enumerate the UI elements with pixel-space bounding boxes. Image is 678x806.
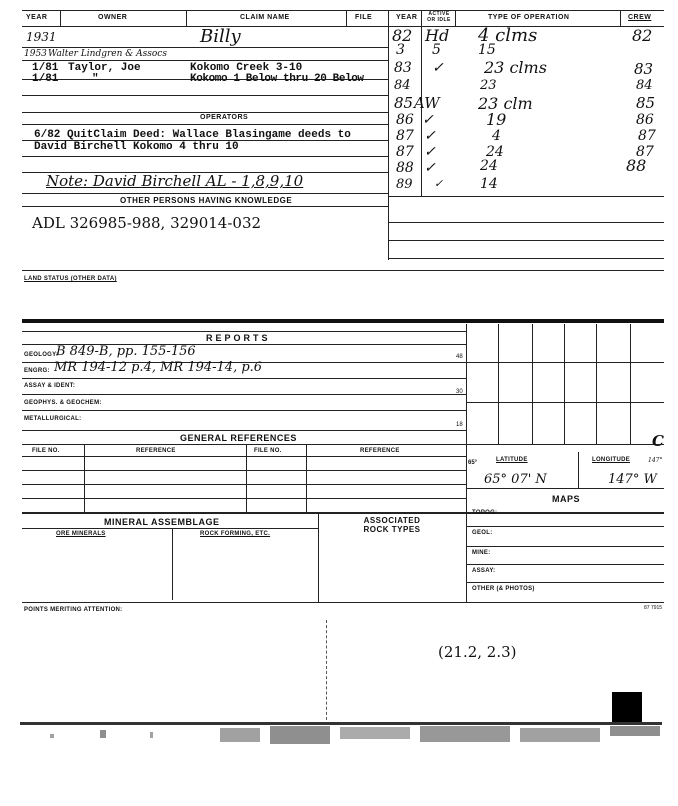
divider (455, 10, 456, 26)
references-bottom-line (22, 512, 664, 514)
form-number: 87 7915 (644, 605, 663, 611)
row-line (22, 156, 388, 157)
activity-type: 24 (480, 158, 498, 174)
maps-mine-label: MINE: (472, 550, 491, 556)
activity-crew: 87 (638, 128, 656, 144)
assay-label: ASSAY & IDENT: (24, 383, 76, 389)
divider (60, 10, 61, 26)
engrg-label: ENGRG: (24, 368, 50, 374)
references-line (22, 456, 466, 457)
geology-value: B 849-B, pp. 155-156 (56, 344, 196, 359)
latitude-value: 65° 07' N (484, 472, 547, 487)
claim-name: Kokomo 1 Below thru 20 Below (190, 73, 364, 85)
scan-noise (20, 724, 670, 764)
maps-line (466, 546, 664, 547)
activity-active: ✓ (422, 112, 434, 128)
references-column (84, 444, 85, 512)
longitude-label: LONGITUDE (592, 457, 631, 463)
grid-corner-letter: C (652, 432, 664, 450)
owner-year: 1953 (24, 49, 47, 59)
row-line (388, 240, 664, 241)
owner-name: Walter Lindgren & Assocs (48, 49, 167, 59)
activity-crew: 82 (632, 26, 653, 45)
latitude-label: LATITUDE (496, 457, 528, 463)
operators-text-line-2: David Birchell Kokomo 4 thru 10 (34, 141, 239, 153)
metallurgical-number: 18 (456, 422, 463, 428)
activity-year: 3 (396, 42, 405, 58)
mineral-column (318, 512, 319, 602)
row-line (388, 222, 664, 223)
activity-active: AW (414, 94, 440, 112)
references-line (22, 498, 466, 499)
row-line (22, 140, 388, 141)
grid-column (498, 324, 499, 444)
claim-name: Billy (200, 26, 241, 47)
maps-other-label: OTHER (& PHOTOS) (472, 586, 535, 592)
row-line (22, 112, 388, 113)
grid-column (630, 324, 631, 444)
assay-number: 30 (456, 389, 463, 395)
note-handwritten: Note: David Birchell AL - 1,8,9,10 (46, 172, 304, 190)
reports-line (22, 410, 466, 411)
other-persons-label: OTHER PERSONS HAVING KNOWLEDGE (120, 196, 293, 205)
references-line (22, 444, 466, 445)
header-file: FILE (355, 14, 373, 21)
points-line (22, 602, 664, 603)
maps-title: MAPS (552, 494, 581, 504)
references-line (22, 470, 466, 471)
activity-year: 87 (396, 128, 414, 144)
references-line (22, 484, 466, 485)
activity-active: ✓ (424, 128, 436, 144)
mineral-line (22, 528, 318, 529)
divider (346, 10, 347, 26)
thick-separator (22, 319, 664, 323)
maps-line (466, 526, 664, 527)
metallurgical-label: METALLURGICAL: (24, 416, 82, 422)
top-border (22, 10, 664, 11)
degree-prefix: 65° (468, 460, 478, 466)
maps-topog-label: TOPOG: (472, 510, 498, 516)
ref-file-no-header: FILE NO. (32, 448, 60, 454)
activity-year: 86 (396, 112, 414, 128)
activity-year: 83 (394, 60, 412, 76)
header-claim-name: CLAIM NAME (240, 14, 290, 21)
geology-label: GEOLOGY: (24, 352, 59, 358)
ref-reference-header-2: REFERENCE (360, 448, 400, 454)
mineral-column (172, 528, 173, 600)
activity-crew: 85 (636, 94, 656, 112)
activity-type: 23 (480, 78, 497, 93)
divider (186, 10, 187, 26)
activity-type: 24 (486, 144, 504, 160)
activity-crew: 87 (636, 144, 654, 160)
header-type-of-operation: TYPE OF OPERATION (488, 14, 570, 21)
row-line (22, 47, 388, 48)
row-line (22, 60, 388, 61)
points-meriting-attention-label: POINTS MERITING ATTENTION: (24, 607, 123, 613)
header-owner: OWNER (98, 14, 128, 21)
activity-crew: 83 (634, 60, 654, 78)
row-line (22, 124, 388, 125)
fold-mark (326, 620, 327, 720)
ref-reference-header: REFERENCE (136, 448, 176, 454)
header-year-2: YEAR (396, 14, 418, 21)
activity-type: 19 (486, 110, 507, 129)
activity-type: 15 (478, 42, 496, 58)
activity-active: ✓ (424, 144, 436, 160)
references-column (246, 444, 247, 512)
row-line (22, 95, 388, 96)
registration-mark (612, 692, 642, 722)
header-crew: CREW (628, 14, 652, 21)
owner-year: 1/81 (32, 73, 59, 85)
maps-top-line (466, 488, 664, 489)
grid-row (466, 402, 664, 403)
activity-type: 23 clm (478, 94, 533, 113)
reports-right-border (466, 324, 467, 512)
reports-top-line (22, 331, 466, 332)
claim-name: Kokomo Creek 3-10 (190, 62, 303, 74)
ore-minerals-label: ORE MINERALS (56, 531, 106, 537)
mineral-assemblage-title: MINERAL ASSEMBLAGE (104, 517, 220, 527)
row-line (22, 206, 388, 207)
land-status-line (22, 270, 664, 271)
activity-active: ✓ (424, 160, 436, 176)
maps-line (466, 582, 664, 583)
activity-active: ✓ (434, 177, 444, 190)
operators-label: OPERATORS (200, 114, 249, 121)
lat-long-divider (578, 452, 579, 488)
activity-year: 84 (394, 78, 411, 93)
activity-year: 82 (392, 26, 413, 45)
activity-active: 5 (432, 42, 441, 58)
adl-numbers: ADL 326985-988, 329014-032 (32, 214, 262, 232)
references-column (306, 444, 307, 512)
activity-crew: 84 (636, 78, 653, 93)
row-line (388, 196, 664, 197)
owner-name: Taylor, Joe (68, 62, 141, 74)
owner-year: 1/81 (32, 62, 59, 74)
activity-year: 88 (396, 160, 414, 176)
maps-line (466, 564, 664, 565)
activity-crew: 88 (626, 156, 647, 175)
owner-year: 1931 (26, 30, 57, 44)
owner-name: " (92, 73, 99, 85)
engrg-value: MR 194-12 p.4, MR 194-14, p.6 (54, 360, 263, 375)
activity-type: 23 clms (484, 58, 547, 77)
activity-crew: 86 (636, 112, 654, 128)
header-bottom-border (22, 26, 664, 27)
activity-type: 14 (480, 176, 498, 192)
longitude-extra: 147° (648, 457, 663, 464)
row-line (22, 193, 388, 194)
grid-row (466, 362, 664, 363)
grid-column (596, 324, 597, 444)
activity-type: 4 (492, 128, 501, 144)
operators-text-line-1: 6/82 QuitClaim Deed: Wallace Blasingame deeds to (34, 129, 351, 141)
maps-assay-label: ASSAY: (472, 568, 496, 574)
reports-line (22, 378, 466, 379)
grid-row (466, 444, 664, 445)
land-status-label: LAND STATUS (OTHER DATA) (24, 276, 117, 282)
activity-active: Hd (425, 26, 450, 45)
header-year: YEAR (26, 14, 48, 21)
activity-year: 87 (396, 144, 414, 160)
geophys-label: GEOPHYS. & GEOCHEM: (24, 400, 102, 406)
maps-left-border (466, 512, 467, 602)
maps-geol-label: GEOL: (472, 530, 493, 536)
activity-active: ✓ (432, 60, 444, 76)
rock-forming-label: ROCK FORMING, ETC. (200, 531, 271, 537)
divider (620, 10, 621, 26)
coords-note: (21.2, 2.3) (438, 643, 517, 661)
longitude-value: 147° W (608, 472, 657, 487)
grid-column (532, 324, 533, 444)
header-active-idle: ACTIVE OR IDLE (427, 11, 451, 23)
general-references-title: GENERAL REFERENCES (180, 433, 297, 443)
reports-line (22, 430, 466, 431)
activity-type: 4 clms (478, 25, 538, 46)
grid-column (564, 324, 565, 444)
geology-number: 48 (456, 354, 463, 360)
reports-title: REPORTS (206, 333, 271, 343)
activity-year: 89 (396, 177, 413, 192)
row-line (388, 258, 664, 259)
reports-line (22, 394, 466, 395)
ref-file-no-header-2: FILE NO. (254, 448, 282, 454)
activity-year: 85 (394, 94, 414, 112)
associated-rock-types-label: ASSOCIATED ROCK TYPES (363, 516, 421, 534)
divider (421, 10, 422, 26)
